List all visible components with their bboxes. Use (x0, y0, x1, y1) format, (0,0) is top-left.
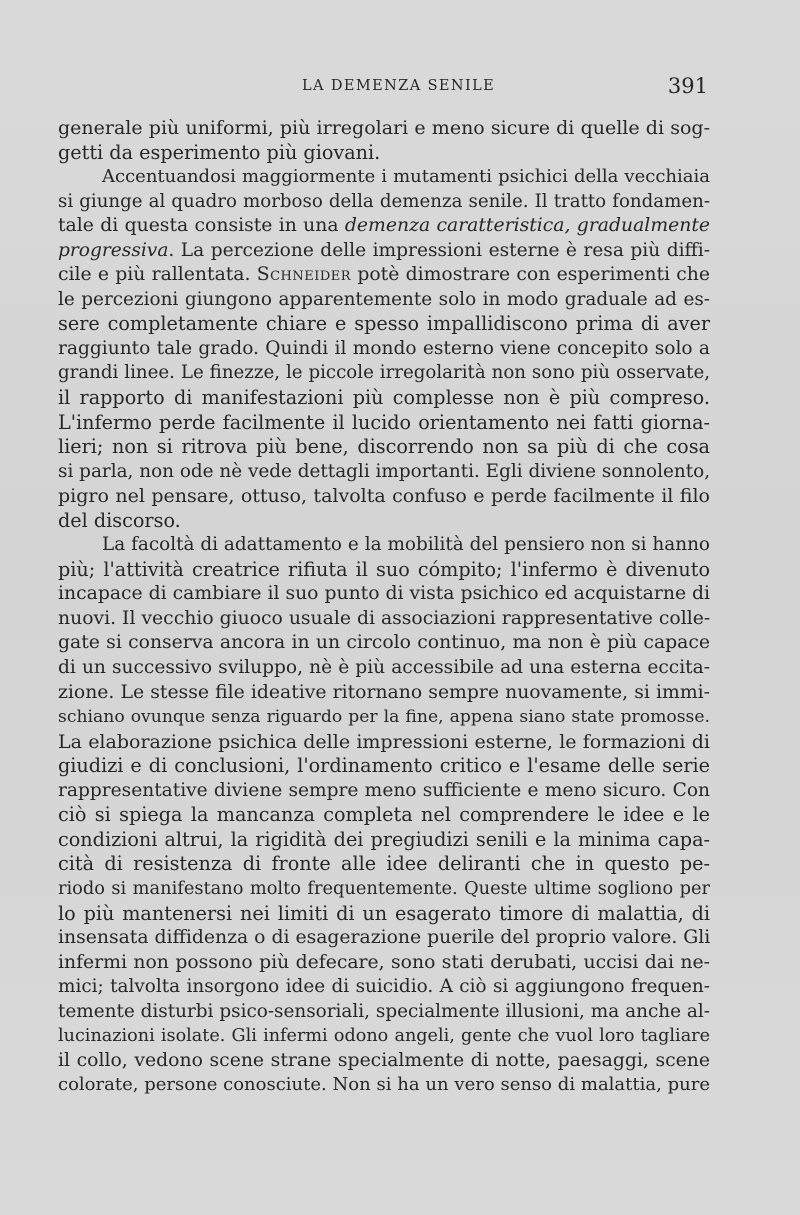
text-segment: incapace di cambiare il suo punto di vista psichico ed acquistarne di (58, 583, 711, 605)
text-segment: lieri; non si ritrova più bene, discorrendo non sa più di che cosa (58, 435, 710, 459)
text-segment: getti da esperimento più giovani. (58, 140, 381, 164)
page-number: 391 (667, 74, 708, 98)
text-segment: grandi linee. Le finezze, le piccole irregolarità non sono più osservate, (58, 362, 710, 384)
text-segment: colorate, persone conosciute. Non si ha un vero senso di malattia, pure (58, 1074, 710, 1096)
text-line (58, 190, 710, 215)
text-segment: ciò si spiega la mancanza completa nel comprendere le idee e le (58, 803, 710, 827)
text-line (58, 288, 710, 313)
text-segment: condizioni altrui, la rigidità dei pregiudizi senili e la minima capa- (58, 827, 710, 851)
text-line (58, 1024, 710, 1049)
text-line (58, 533, 710, 558)
text-segment: gate si conserva ancora in un circolo continuo, ma non è più capace (58, 632, 710, 654)
text-line (58, 582, 710, 607)
text-line (58, 312, 710, 337)
text-line (58, 656, 710, 681)
text-line (58, 214, 710, 239)
text-segment: più; l'attività creatrice rifiuta il suo cómpito; l'infermo è divenuto (58, 557, 710, 581)
text-line (58, 730, 710, 755)
text-line (58, 803, 710, 828)
text-line (58, 509, 710, 534)
text-line (58, 852, 710, 877)
text-line (58, 902, 710, 927)
text-segment: lucinazioni isolate. Gli infermi odono angeli, gente che vuol loro tagliare (58, 1026, 710, 1047)
text-segment: tale di questa consiste in una (58, 215, 345, 237)
text-segment: il collo, vedono scene strane specialmente di notte, paesaggi, scene (58, 1049, 710, 1071)
text-line (58, 1073, 710, 1098)
body-text (58, 116, 710, 1098)
text-line (58, 828, 710, 853)
text-segment: si giunge al quadro morboso della demenza senile. Il tratto fondamen- (58, 190, 710, 212)
text-line (58, 435, 710, 460)
text-segment: cità di resistenza di fronte alle idee deliranti che in questo pe- (58, 852, 710, 876)
text-segment: di un successivo sviluppo, nè è più accessibile ad una esterna eccita- (58, 657, 710, 679)
text-segment: giudizi e di conclusioni, l'ordinamento critico e l'esame delle serie (58, 754, 710, 778)
text-segment: nuovi. Il vecchio giuoco usuale di associazioni rappresentative colle- (58, 607, 711, 629)
text-segment: La elaborazione psichica delle impressioni esterne, le formazioni di (58, 730, 710, 753)
text-line (58, 361, 710, 386)
text-line (58, 411, 710, 436)
text-line (58, 141, 710, 166)
text-segment: sere completamente chiare e spesso impallidiscono prima di aver (58, 312, 710, 336)
text-line (58, 1049, 710, 1074)
author-name: Schneider (256, 264, 352, 286)
italic-text: demenza caratteristica, gradualmente (344, 215, 710, 237)
text-segment: rappresentative diviene sempre meno sufficiente e meno sicuro. Con (58, 779, 710, 801)
text-line (58, 607, 710, 632)
text-segment: La facoltà di adattamento e la mobilità del pensiero non si hanno (102, 534, 710, 556)
text-segment: potè dimostrare con esperimenti che (351, 264, 711, 286)
text-line (58, 975, 710, 1000)
text-line (58, 779, 710, 804)
text-segment: si parla, non ode nè vede dettagli importanti. Egli diviene sonnolento, (58, 460, 711, 482)
text-line (58, 239, 710, 264)
text-line (58, 460, 710, 485)
text-segment: raggiunto tale grado. Quindi il mondo esterno viene concepito solo a (58, 337, 710, 359)
text-line (58, 926, 710, 951)
text-segment: Accentuandosi maggiormente i mutamenti psichici della vecchiaia (102, 166, 710, 188)
text-line (58, 1000, 710, 1025)
text-segment: temente disturbi psico-sensoriali, specialmente illusioni, ma anche al- (58, 1000, 710, 1022)
text-line (58, 484, 710, 509)
text-segment: cile e più rallentata. (58, 264, 257, 286)
text-line (58, 263, 710, 288)
text-segment: del discorso. (58, 508, 181, 532)
text-line (58, 705, 710, 730)
page-header (58, 74, 708, 104)
text-segment: generale più uniformi, più irregolari e meno sicure di quelle di sog- (58, 117, 710, 139)
text-segment: L'infermo perde facilmente il lucido orientamento nei fatti giorna- (58, 410, 710, 434)
text-segment: il rapporto di manifestazioni più complesse non è più compreso. (58, 386, 710, 410)
text-line (58, 951, 710, 976)
text-line (58, 337, 710, 362)
text-segment: schiano ovunque senza riguardo per la fine, appena siano state promosse. (58, 707, 710, 728)
text-segment: zione. Le stesse file ideative ritornano sempre nuovamente, si immi- (58, 681, 710, 703)
text-segment: pigro nel pensare, ottuso, talvolta confuso e perde facilmente il filo (58, 485, 710, 508)
text-segment: mici; talvolta insorgono idee di suicidio. A ciò si aggiungono frequen- (58, 976, 710, 998)
text-line (58, 877, 710, 902)
text-line (58, 754, 710, 779)
italic-text: progressiva (58, 239, 169, 261)
text-line (58, 631, 710, 656)
text-segment: le percezioni giungono apparentemente solo in modo graduale ad es- (58, 288, 710, 310)
text-line (58, 165, 710, 190)
running-head: LA DEMENZA SENILE (302, 78, 496, 94)
text-line (58, 681, 710, 706)
text-segment: lo più mantenersi nei limiti di un esagerato timore di malattia, di (58, 901, 710, 925)
text-line (58, 558, 710, 583)
text-segment: infermi non possono più defecare, sono stati derubati, uccisi dai ne- (58, 951, 710, 973)
text-segment: . La percezione delle impressioni esterne è resa più diffi- (168, 239, 710, 261)
text-line (58, 116, 710, 141)
text-segment: riodo si manifestano molto frequentemente. Queste ultime sogliono per (58, 877, 710, 899)
text-line (58, 386, 710, 411)
text-segment: insensata diffidenza o di esagerazione puerile del proprio valore. Gli (58, 927, 711, 949)
